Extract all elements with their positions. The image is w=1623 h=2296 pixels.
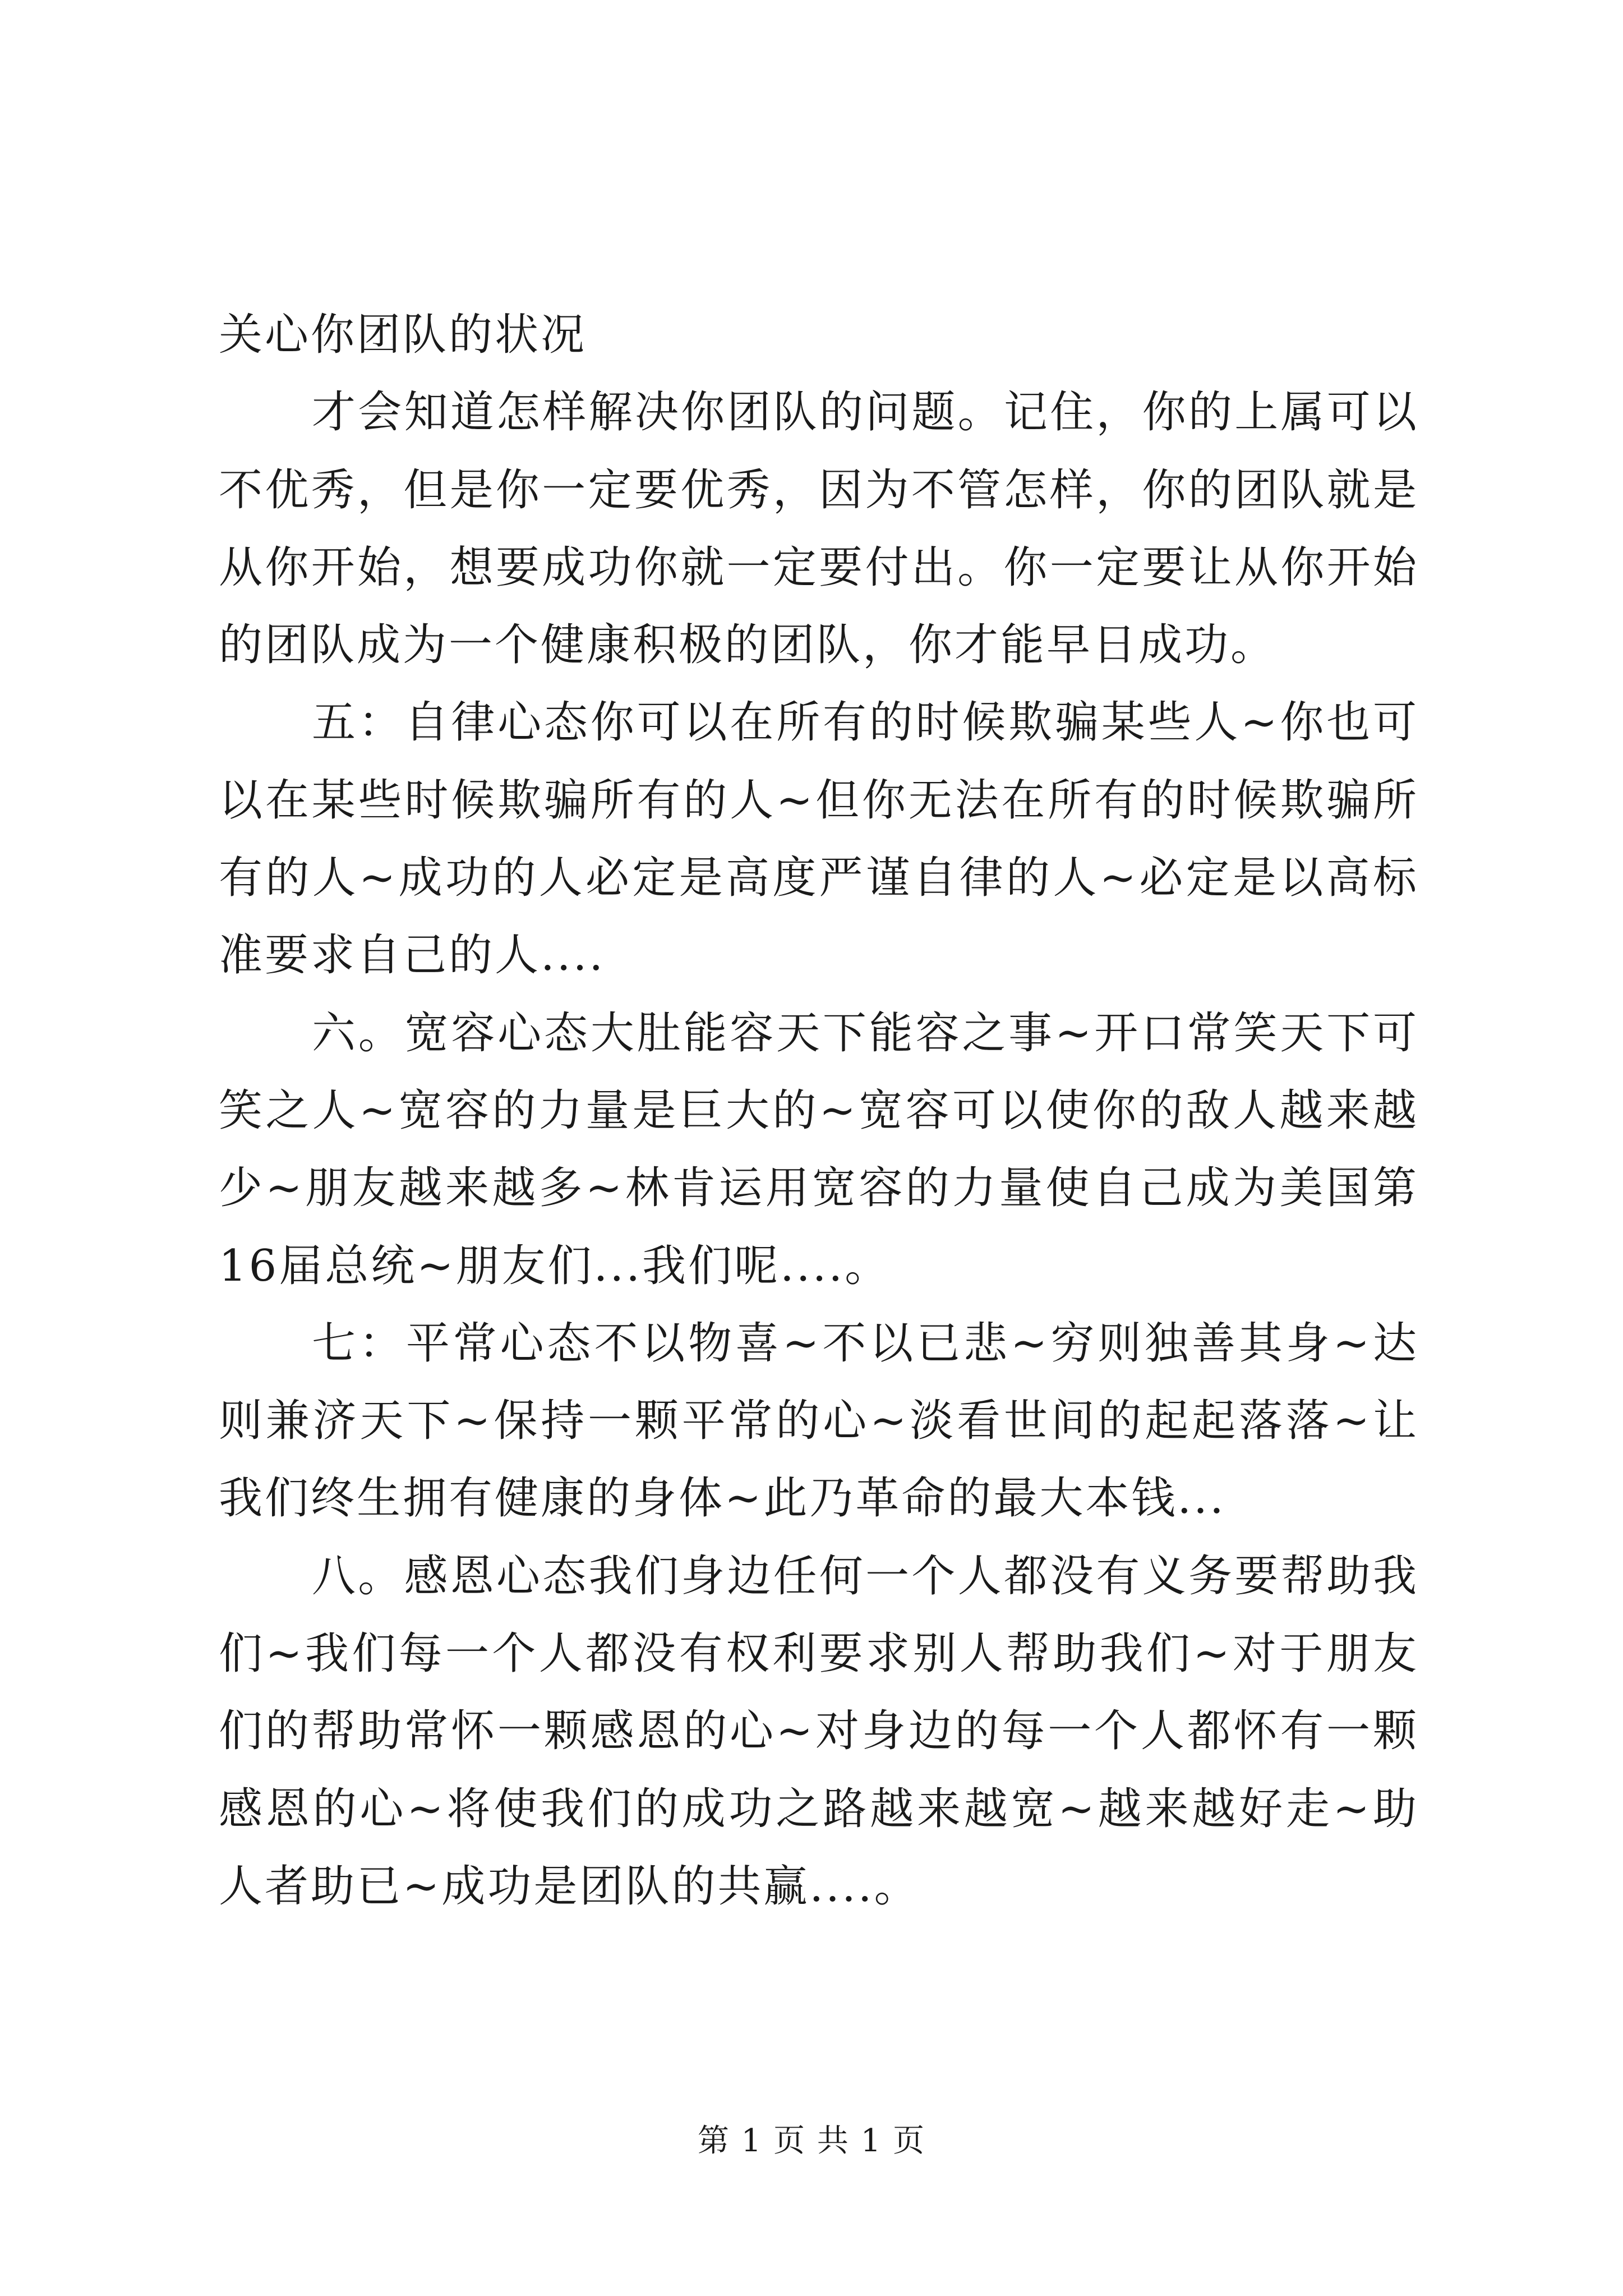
paragraph: 六。宽容心态大肚能容天下能容之事~开口常笑天下可笑之人~宽容的力量是巨大的~宽容可以使你的敌人越来越少~朋友越来越多~林肯运用宽容的力量使自己成为美国第16届总统~朋友们...我们呢....。: [219, 1007, 1419, 1291]
paragraph: 才会知道怎样解决你团队的问题。记住，你的上属可以不优秀，但是你一定要优秀，因为不管怎样，你的团队就是从你开始，想要成功你就一定要付出。你一定要让从你开始的团队成为一个健康积极的团队，你才能早日成功。: [219, 387, 1419, 671]
paragraph: 七：平常心态不以物喜~不以已悲~穷则独善其身~达则兼济天下~保持一颗平常的心~淡看世间的起起落落~让我们终生拥有健康的身体~此乃革命的最大本钱...: [219, 1318, 1419, 1524]
paragraph: 八。感恩心态我们身边任何一个人都没有义务要帮助我们~我们每一个人都没有权利要求别人帮助我们~对于朋友们的帮助常怀一颗感恩的心~对身边的每一个人都怀有一颗感恩的心~将使我们的成功之路越来越宽~越来越好走~助人者助已~成功是团队的共赢....。: [219, 1550, 1419, 1912]
page-footer: 第 1 页 共 1 页: [697, 2123, 926, 2159]
paragraph: 五：自律心态你可以在所有的时候欺骗某些人~你也可以在某些时候欺骗所有的人~但你无法在所有的时候欺骗所有的人~成功的人必定是高度严谨自律的人~必定是以高标准要求自己的人....: [219, 697, 1419, 981]
document-body: [219, 296, 1419, 1925]
paragraph-heading: 关心你团队的状况: [219, 310, 587, 360]
